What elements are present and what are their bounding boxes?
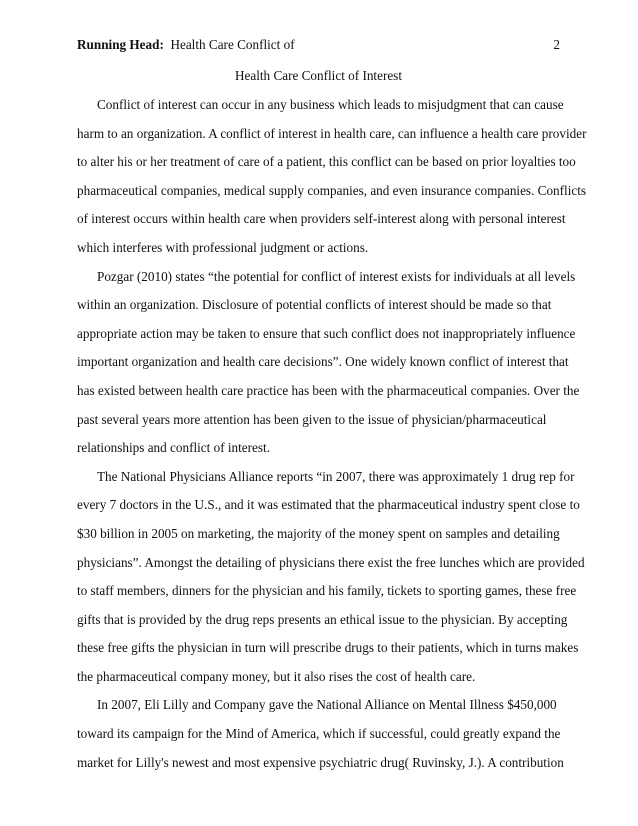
paragraph-line: past several years more attention has been given to the issue of physician/pharmaceutical bbox=[77, 411, 547, 427]
paragraph-line: In 2007, Eli Lilly and Company gave the National Alliance on Mental Illness $450,000 bbox=[97, 697, 557, 713]
paragraph-line: appropriate action may be taken to ensure that such conflict does not inappropriately influence bbox=[77, 325, 576, 341]
paragraph-line: of interest occurs within health care when providers self-interest along with personal interest bbox=[77, 211, 566, 227]
paragraph-line: gifts that is provided by the drug reps presents an ethical issue to the physician. By accepting bbox=[77, 611, 568, 627]
paragraph-line: these free gifts the physician in turn will prescribe drugs to their patients, which in turns makes bbox=[77, 640, 579, 656]
paragraph-line: The National Physicians Alliance reports “in 2007, there was approximately 1 drug rep for bbox=[97, 468, 575, 484]
paragraph-line: $30 billion in 2005 on marketing, the majority of the money spent on samples and detailing bbox=[77, 525, 560, 541]
paragraph-line: pharmaceutical companies, medical supply companies, and even insurance companies. Conflicts bbox=[77, 182, 587, 198]
paragraph-line: important organization and health care decisions”. One widely known conflict of interest that bbox=[77, 354, 569, 370]
running-head bbox=[77, 36, 295, 54]
paragraph-line: Pozgar (2010) states “the potential for conflict of interest exists for individuals at all levels bbox=[97, 268, 576, 284]
paragraph-line: every 7 doctors in the U.S., and it was estimated that the pharmaceutical industry spent close to bbox=[77, 497, 580, 513]
page-number: 2 bbox=[553, 37, 560, 52]
running-head-title: Health Care Conflict of bbox=[170, 37, 295, 52]
paragraph-line: within an organization. Disclosure of potential conflicts of interest should be made so that bbox=[77, 297, 552, 313]
paragraph-line: the pharmaceutical company money, but it also rises the cost of health care. bbox=[77, 668, 476, 684]
paragraph-line: Conflict of interest can occur in any business which leads to misjudgment that can cause bbox=[97, 97, 564, 112]
document-title: Health Care Conflict of Interest bbox=[235, 68, 402, 83]
paragraph-line: to alter his or her treatment of care of a patient, this conflict can be based on prior loyalties too bbox=[77, 154, 576, 170]
body-text bbox=[77, 91, 587, 777]
paragraph-line: toward its campaign for the Mind of America, which if successful, could greatly expand the bbox=[77, 726, 561, 742]
paragraph-line: to staff members, dinners for the physician and his family, tickets to sporting games, these free bbox=[77, 583, 577, 599]
paragraph-line: which interferes with professional judgment or actions. bbox=[77, 239, 369, 255]
running-head-label: Running Head: bbox=[77, 37, 164, 52]
paragraph-line: relationships and conflict of interest. bbox=[77, 440, 270, 456]
paragraph-line: has existed between health care practice has been with the pharmaceutical companies. Over the bbox=[77, 382, 580, 398]
paragraph-line: harm to an organization. A conflict of interest in health care, can influence a health care provider bbox=[77, 125, 587, 141]
paragraph-line: market for Lilly's newest and most expensive psychiatric drug( Ruvinsky, J.). A contribution bbox=[77, 754, 564, 770]
page-header bbox=[77, 36, 560, 54]
paragraph-line: physicians”. Amongst the detailing of physicians there exist the free lunches which are provided bbox=[77, 554, 585, 570]
